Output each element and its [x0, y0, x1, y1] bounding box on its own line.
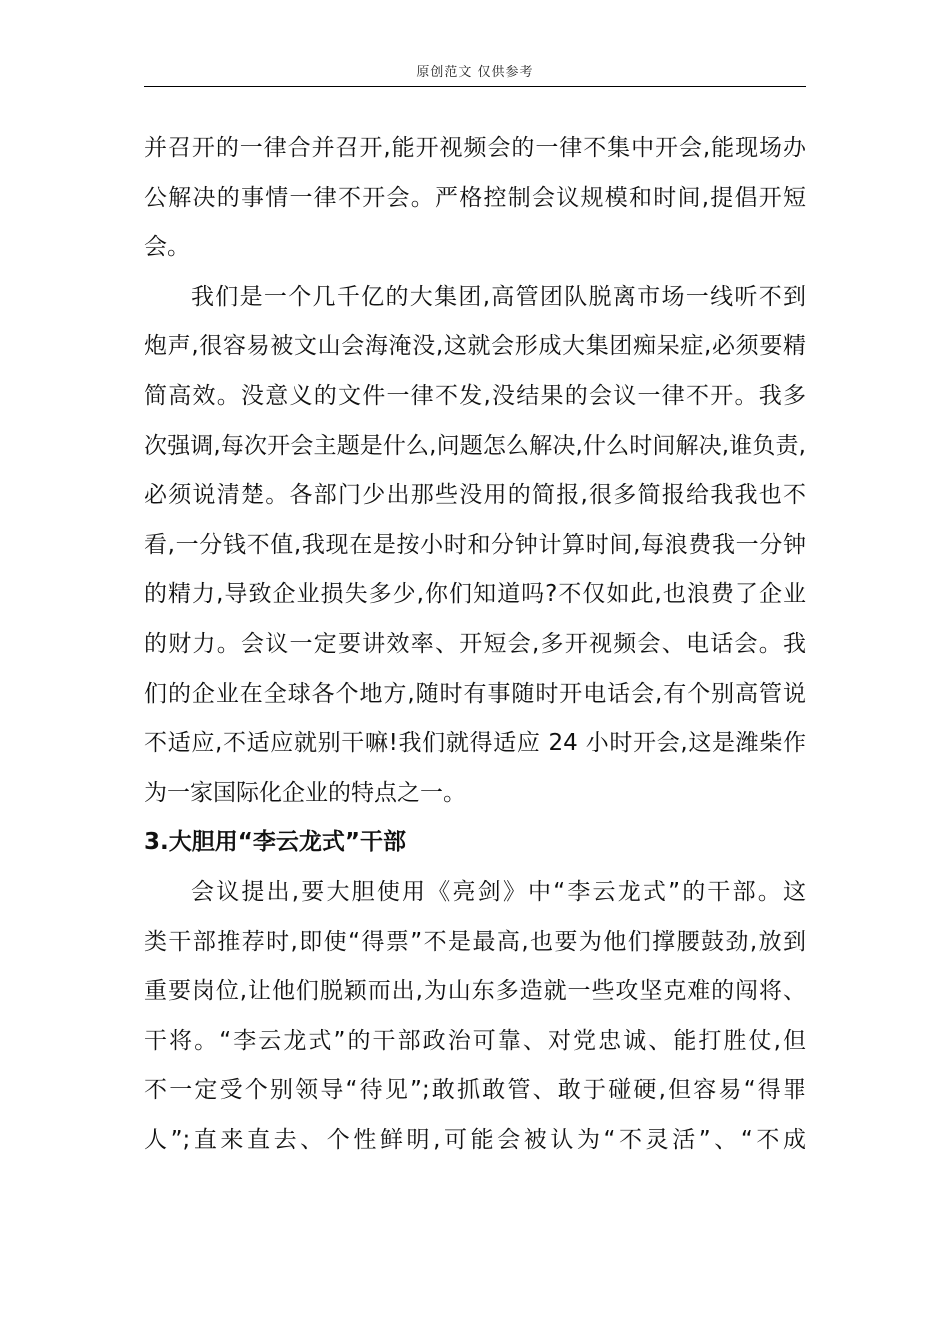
text-line: 次强调,每次开会主题是什么,问题怎么解决,什么时间解决,谁负责, — [144, 432, 806, 459]
text-line: 重要岗位,让他们脱颖而出,为山东多造就一些攻坚克难的闯将、 — [144, 978, 806, 1005]
paragraph-first-line: 会议提出,要大胆使用《亮剑》中“李云龙式”的干部。这 — [191, 878, 806, 905]
text-line: 们的企业在全球各个地方,随时有事随时开电话会,有个别高管说 — [144, 680, 806, 707]
text-line: 的财力。会议一定要讲效率、开短会,多开视频会、电话会。我 — [144, 630, 806, 657]
text-line: 干将。“李云龙式”的干部政治可靠、对党忠诚、能打胜仗,但 — [144, 1027, 806, 1054]
text-line: 的精力,导致企业损失多少,你们知道吗?不仅如此,也浪费了企业 — [144, 581, 806, 608]
text-line: 为一家国际化企业的特点之一。 — [144, 779, 466, 806]
text-line: 人”;直来直去、个性鲜明,可能会被认为“不灵活”、“不成 — [144, 1126, 806, 1153]
text-line: 简高效。没意义的文件一律不发,没结果的会议一律不开。我多 — [144, 382, 806, 409]
text-line: 炮声,很容易被文山会海淹没,这就会形成大集团痴呆症,必须要精 — [144, 333, 806, 360]
text-line: 并召开的一律合并召开,能开视频会的一律不集中开会,能现场办 — [144, 135, 806, 161]
header-rule — [144, 86, 806, 87]
section-heading: 3.大胆用“李云龙式”干部 — [144, 829, 406, 856]
text-line: 不一定受个别领导“待见”;敢抓敢管、敢于碰硬,但容易“得罪 — [144, 1077, 806, 1104]
text-line: 不适应,不适应就别干嘛!我们就得适应 24 小时开会,这是潍柴作 — [144, 730, 806, 757]
text-line: 类干部推荐时,即使“得票”不是最高,也要为他们撑腰鼓劲,放到 — [144, 928, 806, 955]
text-line: 看,一分钱不值,我现在是按小时和分钟计算时间,每浪费我一分钟 — [144, 531, 806, 558]
text-line: 会。 — [144, 234, 190, 261]
text-line: 必须说清楚。各部门少出那些没用的简报,很多简报给我我也不 — [144, 482, 806, 509]
paragraph-first-line: 我们是一个几千亿的大集团,高管团队脱离市场一线听不到 — [191, 283, 806, 310]
text-line: 公解决的事情一律不开会。严格控制会议规模和时间,提倡开短 — [144, 184, 806, 211]
page-header: 原创范文 仅供参考 — [416, 65, 534, 80]
document-body — [144, 124, 806, 1165]
